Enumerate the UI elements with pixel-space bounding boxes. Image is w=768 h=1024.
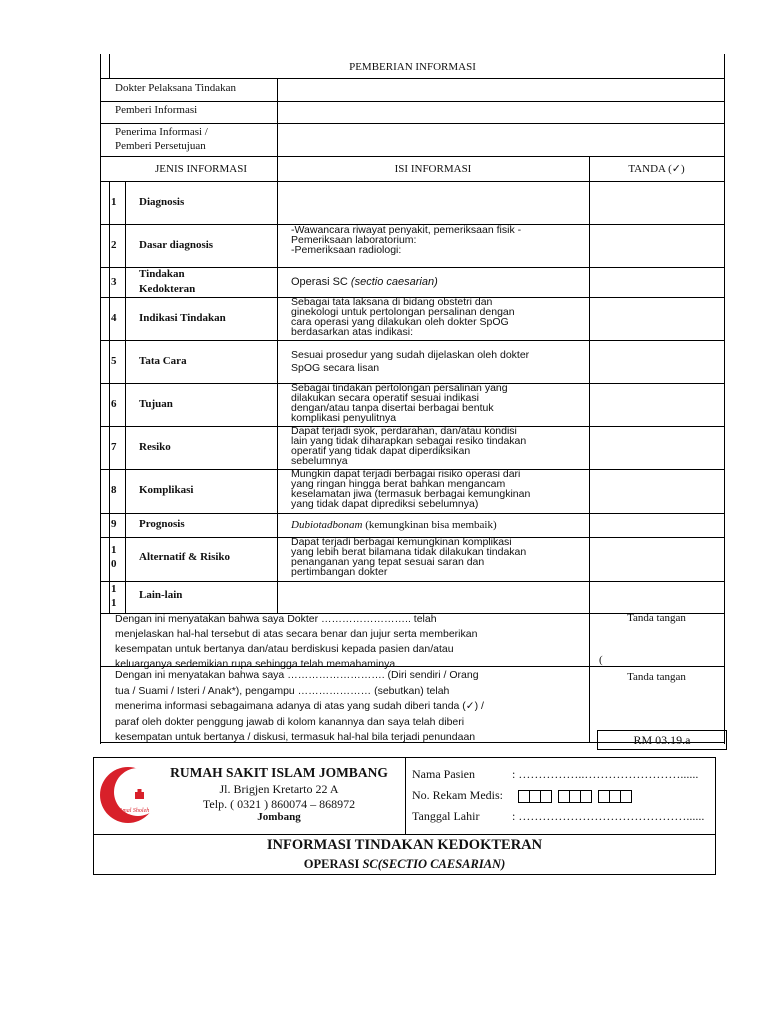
col-header-jenis: JENIS INFORMASI <box>155 163 247 175</box>
row-2-number: 2 <box>111 239 117 251</box>
row-1-label: Diagnosis <box>139 196 185 208</box>
row-5-content-2: SpOG secara lisan <box>291 362 380 374</box>
row-2-label: Dasar diagnosis <box>139 239 214 251</box>
tanda-cell-11[interactable] <box>591 583 722 612</box>
row-4-label: Indikasi Tindakan <box>139 312 226 324</box>
hospital-phone: Telp. ( 0321 ) 860074 – 868972 <box>202 797 356 811</box>
row-9-content <box>291 519 497 531</box>
declaration-doctor-line-3: kesempatan untuk bertanya dan/atau berdiskusi kepada pasien dan/atau <box>115 643 454 655</box>
row-3-number: 3 <box>111 276 117 288</box>
row-8-content-4: yang tidak dapat diprediksi sebelumnya) <box>291 498 479 510</box>
rm-digit-box[interactable] <box>620 790 632 803</box>
medical-record-boxes[interactable] <box>518 787 632 805</box>
tanda-cell-3[interactable] <box>591 269 722 296</box>
label-penerima-1: Penerima Informasi / <box>115 126 208 138</box>
row-5-content-1: Sesuai prosedur yang sudah dijelaskan oleh dokter <box>291 349 530 361</box>
tanda-cell-4[interactable] <box>591 299 722 339</box>
row-4-number: 4 <box>111 312 117 324</box>
col-header-isi: ISI INFORMASI <box>394 163 472 175</box>
row-7-content-2: lain yang tidak diharapkan sebagai resiko tindakan <box>291 435 527 447</box>
row-10-content-3: penanganan yang tepat sesuai saran dan <box>291 556 485 568</box>
row-7-number: 7 <box>111 441 117 453</box>
row-7-content-3: operatif yang tidak dapat diperdiksikan <box>291 445 471 457</box>
hospital-address: Jl. Brigjen Kretarto 22 A <box>219 782 339 796</box>
field-dokter-pelaksana[interactable] <box>279 80 587 100</box>
dob-value[interactable]: : ……………………………………...... <box>512 809 705 823</box>
row-5-label: Tata Cara <box>139 355 187 367</box>
row-11-number-2: 1 <box>111 597 117 609</box>
row-2-content-1: -Wawancara riwayat penyakit, pemeriksaan fisik - <box>291 224 522 236</box>
declaration-doctor-line-4: keluarganya sedemikian rupa sehingga telah memahaminya. <box>115 658 399 670</box>
section-title: PEMBERIAN INFORMASI <box>349 61 476 73</box>
row-9-content-italic: Dubiotadbonam <box>291 519 363 531</box>
declaration-patient-line-2: tua / Suami / Isteri / Anak*), pengampu ………………… (sebutkan) telah <box>115 684 450 697</box>
row-3-content-italic: (sectio caesarian) <box>350 276 438 288</box>
row-11-number-1: 1 <box>111 583 117 595</box>
tanda-cell-6[interactable] <box>591 385 722 425</box>
row-10-label: Alternatif & Risiko <box>139 551 231 563</box>
crescent-logo-icon <box>98 764 160 826</box>
row-5-number: 5 <box>111 355 117 367</box>
row-6-content-1: Sebagai tindakan pertolongan persalinan yang <box>291 382 508 394</box>
row-4-content-1: Sebagai tata laksana di bidang obstetri dan <box>291 296 493 308</box>
doctor-signature-label: Tanda tangan <box>627 612 686 624</box>
declaration-patient <box>115 668 585 742</box>
row-9-number: 9 <box>111 518 117 530</box>
hospital-header-box <box>93 757 716 875</box>
form-subtitle-main: OPERASI <box>303 857 363 871</box>
doctor-signature-paren: ( <box>599 654 603 666</box>
tanda-cell-8[interactable] <box>591 471 722 512</box>
patient-signature-label: Tanda tangan <box>627 671 686 683</box>
row-3-label-1: Tindakan <box>139 268 185 280</box>
row-8-content-1: Mungkin dapat terjadi berbagai risiko operasi dari <box>291 468 521 480</box>
row-9-label: Prognosis <box>139 518 185 530</box>
row-10-number-2: 0 <box>111 558 117 570</box>
tanda-cell-7[interactable] <box>591 428 722 468</box>
row-7-content-4: sebelumnya <box>291 455 348 467</box>
declaration-patient-line-4: paraf oleh dokter penggung jawab di kolom kanannya dan saya telah diberi <box>115 715 465 728</box>
row-10-number-1: 1 <box>111 544 117 556</box>
logo-text: Amal Sholeh <box>118 808 150 814</box>
row-3-label-2: Kedokteran <box>139 283 196 295</box>
hospital-city: Jombang <box>257 811 301 823</box>
row-11-label: Lain-lain <box>139 589 183 601</box>
declaration-doctor-line-1: Dengan ini menyatakan bahwa saya Dokter …………………….. telah <box>115 613 437 625</box>
tanda-cell-9[interactable] <box>591 515 722 536</box>
patient-name-label: Nama Pasien <box>412 767 475 781</box>
declaration-patient-line-3: menerima informasi sebagaimana adanya di atas yang sudah diberi tanda (✓) / <box>115 700 484 712</box>
col-header-tanda: TANDA (✓) <box>628 163 685 175</box>
row-6-label: Tujuan <box>139 398 173 410</box>
field-pemberi-informasi[interactable] <box>279 103 587 122</box>
row-1-number: 1 <box>111 196 117 208</box>
info-table <box>100 54 725 744</box>
form-code: RM 03.19.a <box>597 730 727 750</box>
form-title: INFORMASI TINDAKAN KEDOKTERAN <box>266 837 543 853</box>
tanda-cell-1[interactable] <box>591 183 722 223</box>
tanda-cell-2[interactable] <box>591 226 722 266</box>
label-pemberi-informasi: Pemberi Informasi <box>115 104 198 116</box>
row-3-content <box>291 276 438 288</box>
row-6-number: 6 <box>111 398 117 410</box>
field-lain-lain[interactable] <box>279 583 587 612</box>
row-4-content-4: berdasarkan atas indikasi: <box>291 326 413 338</box>
row-7-content-1: Dapat terjadi syok, perdarahan, dan/atau kondisi <box>291 425 517 437</box>
declaration-doctor <box>115 612 585 672</box>
row-7-label: Resiko <box>139 441 171 453</box>
dob-label: Tanggal Lahir <box>412 809 480 823</box>
patient-name-value[interactable]: : ……………..……………………...... <box>512 767 699 781</box>
tanda-cell-10[interactable] <box>591 539 722 580</box>
row-6-content-4: komplikasi penyulitnya <box>291 412 397 424</box>
row-2-content-3: -Pemeriksaan radiologi: <box>291 244 402 256</box>
label-dokter-pelaksana: Dokter Pelaksana Tindakan <box>115 82 236 94</box>
row-8-content-2: yang ringan hingga berat bahkan mengancam <box>291 478 506 490</box>
row-10-content-4: pertimbangan dokter <box>291 566 388 578</box>
declaration-doctor-line-2: menjelaskan hal-hal tersebut di atas secara benar dan jujur serta memberikan <box>115 628 478 640</box>
row-3-content-main: Operasi SC <box>291 276 351 288</box>
row-4-content-3: cara operasi yang dilakukan oleh dokter SpOG <box>291 316 509 328</box>
medical-record-label: No. Rekam Medis: <box>412 788 503 802</box>
hospital-name: RUMAH SAKIT ISLAM JOMBANG <box>170 765 388 780</box>
row-9-content-main: (kemungkinan bisa membaik) <box>362 519 497 531</box>
field-penerima-informasi[interactable] <box>279 125 587 155</box>
declaration-patient-line-1: Dengan ini menyatakan bahwa saya ………………………. (Diri sendiri / Orang <box>115 669 479 681</box>
row-8-content-3: keselamatan jiwa (termasuk berbagai kemungkinan <box>291 488 531 500</box>
row-8-label: Komplikasi <box>139 484 194 496</box>
row-8-number: 8 <box>111 484 117 496</box>
form-subtitle-italic: SC(SECTIO CAESARIAN) <box>362 857 506 871</box>
label-penerima-2: Pemberi Persetujuan <box>115 140 206 152</box>
hospital-logo <box>98 764 160 826</box>
row-4-content-2: ginekologi untuk pertolongan persalinan dengan <box>291 306 515 318</box>
declaration-patient-line-5: kesempatan untuk bertanya / diskusi, termasuk hal-hal bila terjadi penundaan <box>115 731 476 742</box>
tanda-cell-5[interactable] <box>591 342 722 382</box>
row-10-content-1: Dapat terjadi berbagai kemungkinan komplikasi <box>291 536 512 548</box>
row-2-content-2: Pemeriksaan laboratorium: <box>291 234 417 246</box>
row-10-content-2: yang lebih berat bilamana tidak dilakukan tindakan <box>291 546 527 558</box>
row-6-content-2: dilakukan secara operatif sesuai indikasi <box>291 392 479 404</box>
rm-digit-box[interactable] <box>580 790 592 803</box>
rm-digit-box[interactable] <box>540 790 552 803</box>
form-subtitle <box>94 857 715 872</box>
row-6-content-3: dengan/atau tanpa disertai berbagai bentuk <box>291 402 494 414</box>
doctor-signature-box[interactable] <box>593 628 721 664</box>
